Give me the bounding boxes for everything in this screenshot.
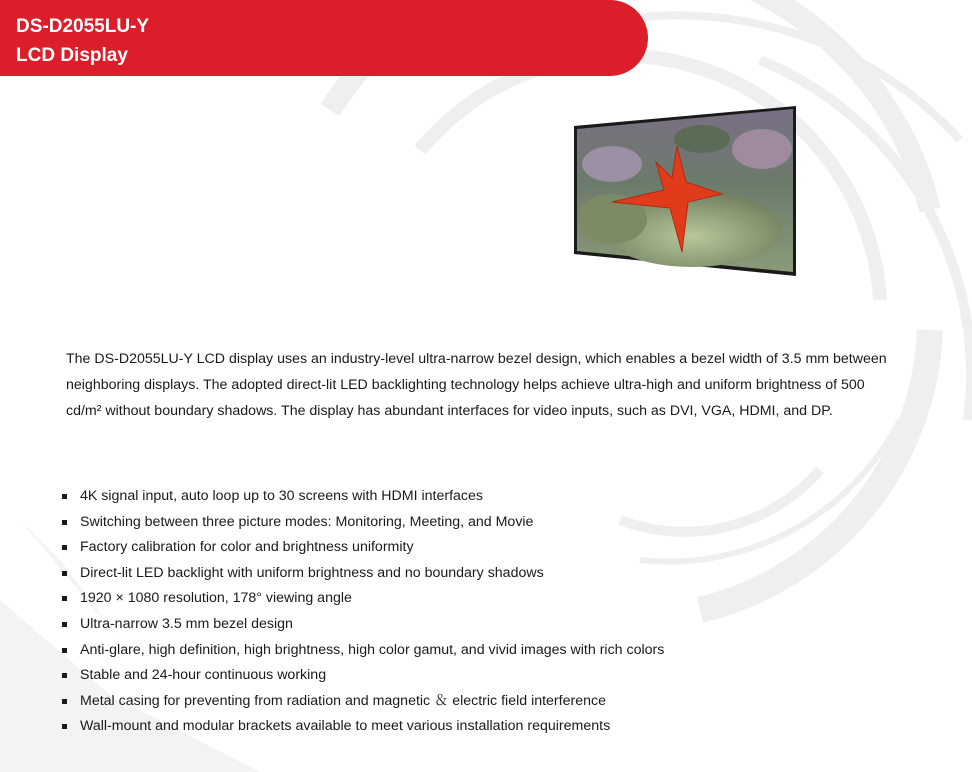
feature-item [62, 510, 664, 536]
feature-item [62, 484, 664, 510]
bullet-icon [62, 699, 67, 704]
feature-item [62, 535, 664, 561]
feature-text: Direct-lit LED backlight with uniform brightness and no boundary shadows [80, 564, 544, 581]
model-title: DS-D2055LU-Y [16, 16, 150, 37]
feature-text: Anti-glare, high definition, high brightness, high color gamut, and vivid images with rich colors [80, 641, 665, 658]
feature-text: Metal casing for preventing from radiation and magnetic ＆ electric field interference [80, 692, 606, 709]
header-banner [0, 0, 648, 76]
feature-text: Wall-mount and modular brackets available to meet various installation requirements [80, 718, 611, 735]
feature-item [62, 663, 664, 689]
bullet-icon [62, 545, 67, 550]
feature-text: Stable and 24-hour continuous working [80, 667, 327, 684]
feature-item [62, 689, 664, 715]
bullet-icon [62, 571, 67, 576]
feature-list [62, 484, 664, 740]
feature-item [62, 612, 664, 638]
feature-text: Factory calibration for color and brightness uniformity [80, 539, 414, 556]
product-description: The DS-D2055LU-Y LCD display uses an industry-level ultra-narrow bezel design, which enables a bezel width of 3.5 mm between neighboring displays. The adopted direct-lit LED backlighting technology helps achieve ultra-high and uniform brightness of 500 cd/m² without boundary shadows. The display has abundant interfaces for video inputs, such as DVI, VGA, HDMI, and DP. [66, 351, 887, 419]
bullet-icon [62, 724, 67, 729]
feature-item [62, 586, 664, 612]
feature-item [62, 638, 664, 664]
bullet-icon [62, 494, 67, 499]
bullet-icon [62, 648, 67, 653]
feature-text: Switching between three picture modes: Monitoring, Meeting, and Movie [80, 513, 534, 530]
feature-item [62, 714, 664, 740]
feature-text: 1920 × 1080 resolution, 178° viewing angle [80, 590, 352, 607]
bullet-icon [62, 520, 67, 525]
feature-item [62, 561, 664, 587]
bullet-icon [62, 673, 67, 678]
bullet-icon [62, 596, 67, 601]
product-type-title: LCD Display [16, 45, 128, 66]
lcd-display-image [572, 104, 798, 278]
feature-text: Ultra-narrow 3.5 mm bezel design [80, 615, 293, 632]
bullet-icon [62, 622, 67, 627]
feature-text: 4K signal input, auto loop up to 30 screens with HDMI interfaces [80, 488, 483, 504]
